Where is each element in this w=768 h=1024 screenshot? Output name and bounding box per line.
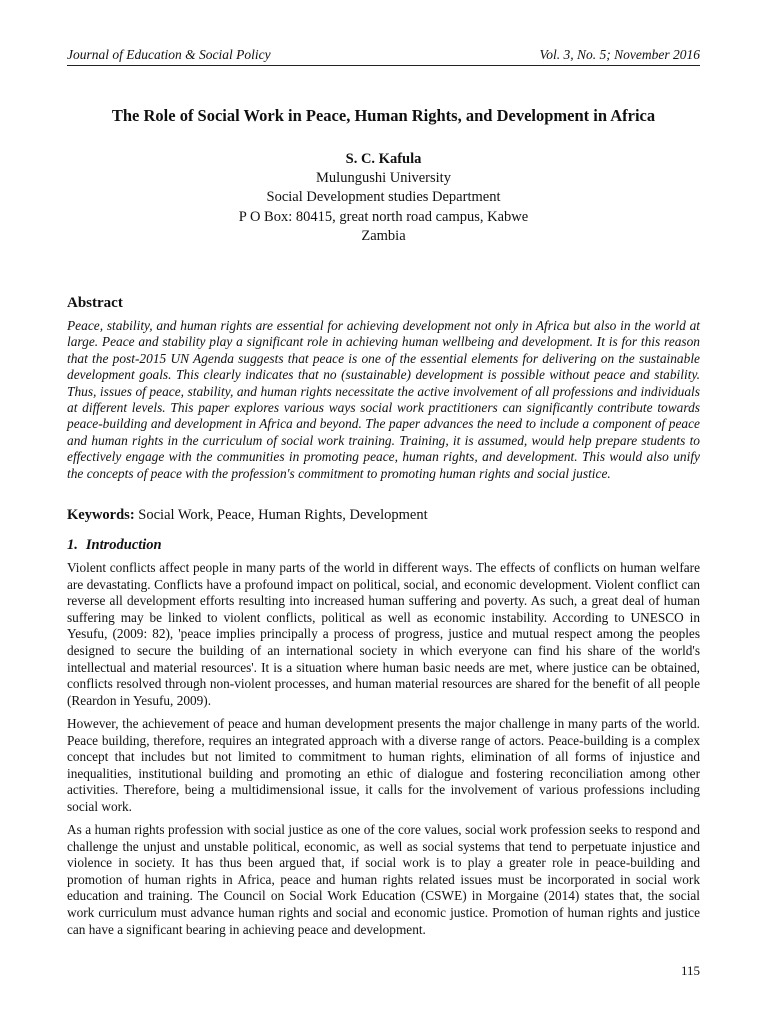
section-heading [67,536,162,554]
author-name: S. C. Kafula [345,151,422,167]
author-block [67,150,700,246]
keywords-label: Keywords: [67,507,135,523]
affiliation-line: Mulungushi University [316,170,451,187]
body-paragraph: As a human rights profession with social justice as one of the core values, social work profession seeks to respond and challenge the unjust and unstable political, economic, as well as social systems that tend to perpetuate injustice and violence in society. It has thus been argued that, if social work is to play a greater role in peace-building and promotion of human rights in Africa, peace and human rights related issues must be incorporated in social work education and training. The Council on Social Work Education (CSWE) in Morgaine (2014) states that, the social work curriculum must advance human rights and social and economic justice. Promotion of human rights and justice can have a significant bearing in achieving peace and development. [67,822,700,937]
section-title: Introduction [85,537,162,553]
abstract-heading: Abstract [67,295,123,311]
paper-title: The Role of Social Work in Peace, Human Rights, and Development in Africa [111,106,656,125]
body-paragraph: Violent conflicts affect people in many parts of the world in different ways. The effects of conflicts on human welfare are devastating. Conflicts have a profound impact on political, social, and economic development. Violent conflict can reverse all development efforts resulting into increased human suffering and poverty. As such, a great deal of human suffering may be linked to violent conflicts, political as well as economic instability. According to UNESCO in Yesufu, (2009: 82), 'peace implies principally a process of progress, justice and mutual respect among the peoples designed to secure the building of an international society in which everyone can find his share of the world's intellectual and material resources'. It is a situation where human basic needs are met, where justice can be obtained, conflicts resolved through non-violent processes, and human material resources are shared for the benefit of all people (Reardon in Yesufu, 2009). [67,560,700,708]
running-header [67,47,700,63]
page-number: 115 [680,963,700,978]
header-rule [67,65,700,66]
section-number: 1. [67,537,78,553]
keywords [67,506,700,524]
affiliation-line: P O Box: 80415, great north road campus, Kabwe [238,208,529,225]
body-paragraph: However, the achievement of peace and human development presents the major challenge in many parts of the world. Peace building, therefore, requires an integrated approach with a diverse range of actors. Peace-building is a complex concept that includes but not limited to commitment to human rights, elimination of all forms of injustice and inequalities, institutional building and promoting an ethic of dialogue and fostering reconciliation among other activities. Therefore, being a multidimensional issue, it calls for the involvement of various professions including social work. [67,716,700,814]
affiliation-line: Zambia [361,227,406,244]
abstract-text: Peace, stability, and human rights are essential for achieving development not only in Africa but also in the world at large. Peace and stability play a significant role in achieving human wellbeing and development. It is for this reason that the post-2015 UN Agenda suggests that peace is one of the essential elements for delivering on the sustainable development goals. This clearly indicates that no (sustainable) development is possible without peace and stability. Thus, issues of peace, stability, and human rights necessitate the active involvement of all professions and individuals at different levels. This paper explores various ways social work practitioners can significantly contribute towards peace-building and development in Africa and beyond. The paper advances the need to include a component of peace and human rights in the curriculum of social work training. Training, it is assumed, would help prepare students to effectively engage with the communities in promoting peace, human rights, and development. This would also unify the concepts of peace with the profession's commitment to promoting human rights and social justice. [67,318,700,481]
journal-name: Journal of Education & Social Policy [67,47,271,62]
keywords-text: Social Work, Peace, Human Rights, Development [138,507,428,523]
affiliation-line: Social Development studies Department [266,189,501,206]
issue-info: Vol. 3, No. 5; November 2016 [539,47,700,62]
document-page [67,0,700,1024]
